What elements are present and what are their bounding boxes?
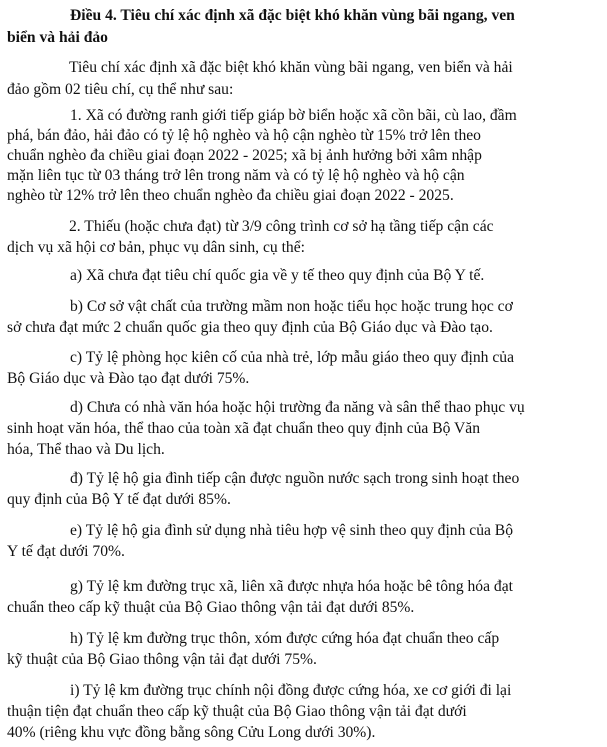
criterion-1-line-2: phá, bán đảo, hải đảo có tỷ lệ hộ nghèo và hộ cận nghèo từ 15% trở lên theo — [7, 127, 481, 144]
item-d-line-3: hóa, Thể thao và Du lịch. — [7, 441, 165, 458]
criterion-2-line-1: 2. Thiếu (hoặc chưa đạt) từ 3/9 công trình cơ sở hạ tầng tiếp cận các — [69, 218, 494, 235]
item-d-line-2: sinh hoạt văn hóa, thể thao của toàn xã đạt chuẩn theo quy định của Bộ Văn — [7, 420, 481, 437]
criterion-1-line-1: 1. Xã có đường ranh giới tiếp giáp bờ biển hoặc xã cồn bãi, cù lao, đầm — [70, 107, 517, 124]
item-g-line-2: chuẩn theo cấp kỹ thuật của Bộ Giao thông vận tải đạt dưới 85%. — [7, 599, 415, 616]
item-i-line-1: i) Tỷ lệ km đường trục chính nội đồng được cứng hóa, xe cơ giới đi lại — [70, 682, 512, 699]
item-g-line-1: g) Tỷ lệ km đường trục xã, liên xã được nhựa hóa hoặc bê tông hóa đạt — [70, 578, 513, 595]
item-dd-line-2: quy định của Bộ Y tế đạt dưới 85%. — [7, 491, 231, 508]
item-b-line-1: b) Cơ sở vật chất của trường mầm non hoặc tiểu học hoặc trung học cơ — [70, 298, 513, 315]
item-e-line-1: e) Tỷ lệ hộ gia đình sử dụng nhà tiêu hợp vệ sinh theo quy định của Bộ — [70, 522, 514, 539]
article-heading-line-2: biển và hải đảo — [7, 29, 108, 46]
article-heading-line-1: Điều 4. Tiêu chí xác định xã đặc biệt khó khăn vùng bãi ngang, ven — [70, 7, 515, 24]
criterion-1-line-3: chuẩn nghèo đa chiều giai đoạn 2022 - 2025; xã bị ảnh hưởng bởi xâm nhập — [7, 147, 482, 164]
item-i-line-2: thuận tiện đạt chuẩn theo cấp kỹ thuật của Bộ Giao thông vận tải đạt dưới — [7, 703, 467, 720]
item-c-line-2: Bộ Giáo dục và Đào tạo đạt dưới 75%. — [7, 370, 250, 387]
criterion-1-line-5: nghèo từ 12% trở lên theo chuẩn nghèo đa chiều giai đoạn 2022 - 2025. — [7, 187, 454, 204]
item-b-line-2: sở chưa đạt mức 2 chuẩn quốc gia theo quy định của Bộ Giáo dục và Đào tạo. — [7, 319, 493, 336]
item-h-line-2: kỹ thuật của Bộ Giao thông vận tải đạt dưới 75%. — [7, 651, 317, 668]
criterion-2-line-2: dịch vụ xã hội cơ bản, phục vụ dân sinh, cụ thể: — [7, 239, 305, 256]
intro-line-1: Tiêu chí xác định xã đặc biệt khó khăn vùng bãi ngang, ven biển và hải — [69, 59, 513, 76]
item-d-line-1: d) Chưa có nhà văn hóa hoặc hội trường đa năng và sân thể thao phục vụ — [70, 399, 525, 416]
item-e-line-2: Y tế đạt dưới 70%. — [7, 543, 125, 560]
criterion-1-line-4: mặn liên tục từ 03 tháng trở lên trong năm và có tỷ lệ hộ nghèo và hộ cận — [7, 167, 465, 184]
intro-line-2: đảo gồm 02 tiêu chí, cụ thể như sau: — [7, 81, 234, 98]
item-c-line-1: c) Tỷ lệ phòng học kiên cố của nhà trẻ, lớp mẫu giáo theo quy định của — [70, 349, 515, 366]
item-dd-line-1: đ) Tỷ lệ hộ gia đình tiếp cận được nguồn nước sạch trong sinh hoạt theo — [70, 470, 520, 487]
item-h-line-1: h) Tỷ lệ km đường trục thôn, xóm được cứng hóa đạt chuẩn theo cấp — [70, 630, 500, 647]
item-a-line-1: a) Xã chưa đạt tiêu chí quốc gia về y tế theo quy định của Bộ Y tế. — [70, 267, 485, 284]
item-i-line-3: 40% (riêng khu vực đồng bằng sông Cửu Long dưới 30%). — [7, 724, 376, 741]
